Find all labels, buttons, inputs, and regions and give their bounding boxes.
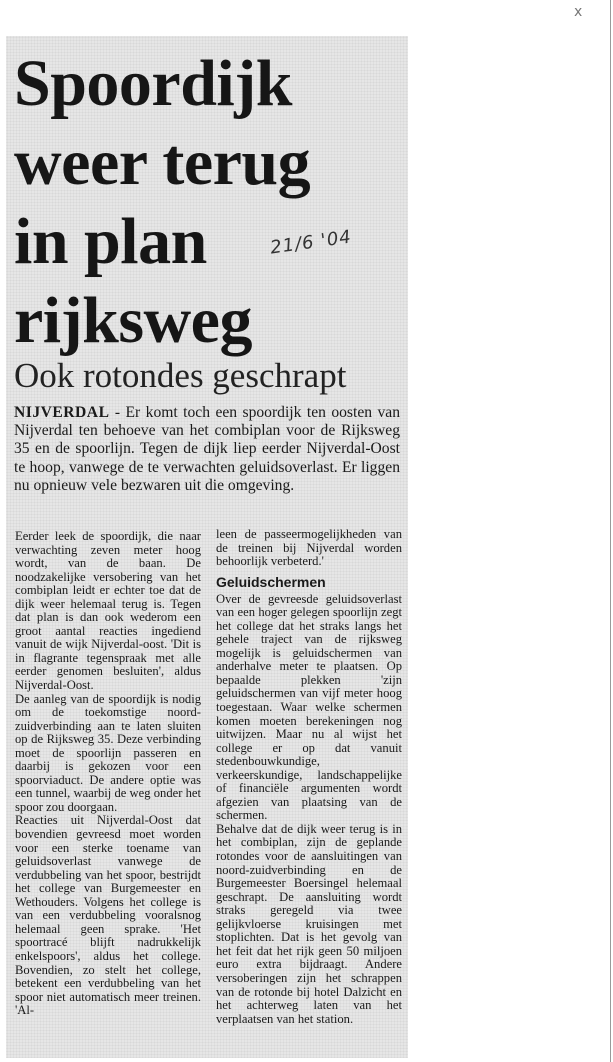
dateline: NIJVERDAL bbox=[14, 404, 110, 421]
article-column-left bbox=[15, 530, 201, 1018]
corner-mark: x bbox=[574, 4, 583, 20]
article-column-right bbox=[216, 528, 402, 1026]
body-paragraph: Eerder leek de spoordijk, die naar verwachting zeven meter hoog wordt, van de baan. De noodzakelijke versobering van het combiplan leidt er echter toe dat de dijk weer helemaal terug is. Tegen dat plan is dan ook wederom een groot aantal reacties ingediend vanuit de wijk Nijverdal-oost. 'Dit is in flagrante tegenspraak met alle eerder genomen besluiten', aldus Nijverdal-Oost. bbox=[15, 529, 201, 693]
headline-line: Spoordijk bbox=[14, 47, 292, 120]
headline-line: in plan bbox=[14, 205, 207, 278]
subheadline: Ook rotondes geschrapt bbox=[14, 356, 347, 395]
lead-text: - Er komt toch een spoordijk ten oosten van Nijverdal ten behoeve van het combiplan voor de Rijksweg 35 en de spoorlijn. Tegen de dijk liep eerder Nijverdal-Oost te hoop, vanwege de te verwachten geluidsoverlast. Er liggen nu opnieuw vele bezwaren uit die omgeving. bbox=[14, 404, 400, 494]
scan-edge-line bbox=[610, 0, 611, 1062]
headline-line: rijksweg bbox=[14, 284, 252, 357]
handwritten-date: 21/6 '04 bbox=[268, 226, 354, 259]
body-paragraph: Reacties uit Nijverdal-Oost dat bovendien gevreesd moet worden voor een sterke toename van geluidsoverlast vanwege de verdubbeling van het spoor, bestrijdt het college van Burgemeester en Wethouders. Volgens het college is van een verdubbeling vooralsnog helemaal geen sprake. 'Het spoortracé blijft nadrukkelijk enkelspoors', aldus het college. Bovendien, zo stelt het college, betekent een verdubbeling van het spoor niet automatisch meer treinen. 'Al- bbox=[15, 813, 201, 1018]
body-paragraph: De aanleg van de spoordijk is nodig om de toekomstige noord-zuidverbinding aan te laten sluiten op de Rijksweg 35. Deze verbinding moet de spoorlijn passeren en daarbij is gekozen voor een spoorviaduct. De andere optie was een tunnel, waarbij de weg onder het spoor zou doorgaan. bbox=[15, 691, 201, 814]
body-paragraph: leen de passeermogelijkheden van de treinen bij Nijverdal worden behoorlijk verbeterd.' bbox=[216, 527, 402, 569]
headline bbox=[14, 44, 404, 360]
headline-line: weer terug bbox=[14, 126, 311, 199]
lead-paragraph bbox=[14, 404, 400, 495]
body-paragraph: Over de gevreesde geluidsoverlast van een hoger gelegen spoorlijn zegt het college dat het straks langs het gehele traject van de rijksweg mogelijk is geluidschermen van anderhalve meter te plaatsen. Op bepaalde plekken 'zijn geluidschermen van vijf meter hoog toegestaan. Waar welke schermen komen moeten berekeningen nog uitwijzen. Maar nu al wijst het college er op dat vanuit stedenbouwkundige, verkeerskundige, landschappelijke of financiële argumenten wordt afgezien van plaatsing van de schermen. bbox=[216, 591, 402, 823]
body-paragraph: Behalve dat de dijk weer terug is in het combiplan, zijn de geplande rotondes voor de aansluitingen van noord-zuidverbinding en de Burgemeester Boersingel helemaal geschrapt. De aansluiting wordt straks geregeld via twee gelijkvloerse kruisingen met stoplichten. Dat is het gevolg van het feit dat het rijk geen 50 miljoen euro extra bijdraagt. Andere versoberingen zijn het schrappen van de rotonde bij hotel Dalzicht en het achterweg laten van het verplaatsen van het station. bbox=[216, 821, 402, 1026]
section-subheading: Geluidschermen bbox=[216, 573, 326, 590]
